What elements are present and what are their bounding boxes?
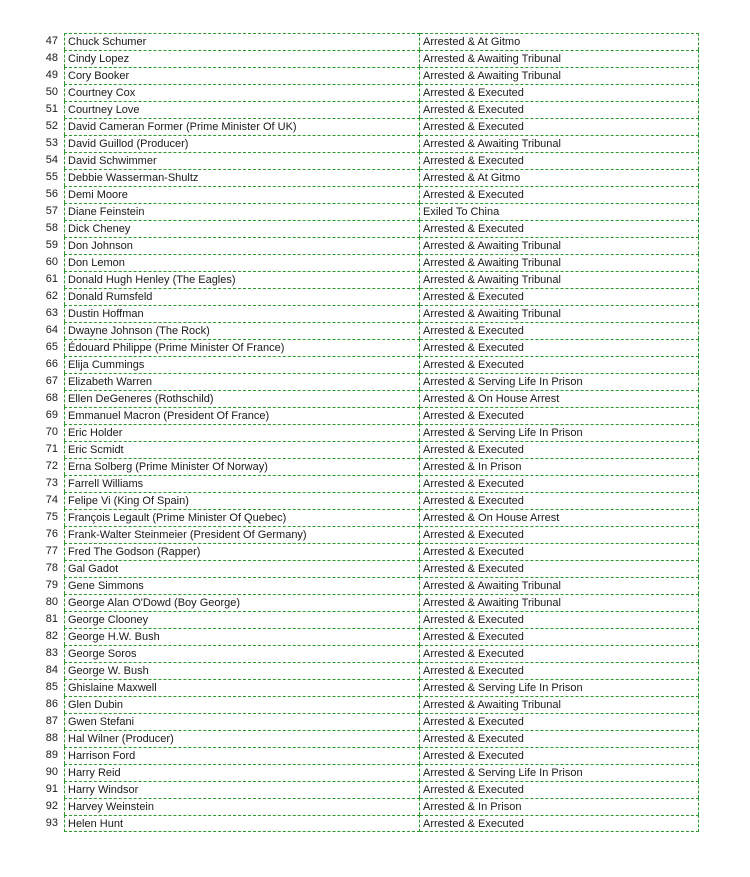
row-number: 90 (45, 766, 58, 778)
name-cell[interactable]: George Alan O'Dowd (Boy George) (64, 594, 420, 611)
name-cell[interactable]: Felipe Vi (King Of Spain) (64, 492, 420, 509)
status-cell[interactable]: Arrested & Executed (420, 84, 699, 101)
status-cell[interactable]: Arrested & Executed (420, 118, 699, 135)
status-cell[interactable]: Arrested & Serving Life In Prison (420, 373, 699, 390)
status-cell[interactable]: Arrested & Serving Life In Prison (420, 679, 699, 696)
row-number: 54 (45, 154, 58, 166)
row-number: 65 (45, 341, 58, 353)
table-row (0, 305, 750, 322)
table-row (0, 237, 750, 254)
spreadsheet-table (0, 33, 750, 832)
table-row (0, 186, 750, 203)
row-number: 58 (45, 222, 58, 234)
row-number: 81 (45, 613, 58, 625)
table-row (0, 526, 750, 543)
status-cell[interactable]: Arrested & Awaiting Tribunal (420, 237, 699, 254)
row-number: 61 (45, 273, 58, 285)
name-cell[interactable]: Courtney Love (64, 101, 420, 118)
name-cell[interactable]: Don Lemon (64, 254, 420, 271)
table-row (0, 322, 750, 339)
status-cell[interactable]: Arrested & In Prison (420, 458, 699, 475)
row-number: 93 (45, 817, 58, 829)
name-cell[interactable]: David Guillod (Producer) (64, 135, 420, 152)
name-cell[interactable]: Ghislaine Maxwell (64, 679, 420, 696)
row-number: 73 (45, 477, 58, 489)
status-cell[interactable]: Arrested & Awaiting Tribunal (420, 577, 699, 594)
table-row (0, 645, 750, 662)
status-cell[interactable]: Arrested & Executed (420, 441, 699, 458)
status-cell[interactable]: Arrested & Executed (420, 662, 699, 679)
row-number: 62 (45, 290, 58, 302)
table-row (0, 135, 750, 152)
name-cell[interactable]: Donald Hugh Henley (The Eagles) (64, 271, 420, 288)
table-row (0, 764, 750, 781)
status-cell[interactable]: Arrested & Serving Life In Prison (420, 764, 699, 781)
table-row (0, 475, 750, 492)
table-row (0, 50, 750, 67)
table-row (0, 492, 750, 509)
row-number: 52 (45, 120, 58, 132)
name-cell[interactable]: Hal Wilner (Producer) (64, 730, 420, 747)
status-cell[interactable]: Arrested & At Gitmo (420, 169, 699, 186)
name-cell[interactable]: George Clooney (64, 611, 420, 628)
name-cell[interactable]: Édouard Philippe (Prime Minister Of France) (64, 339, 420, 356)
status-cell[interactable]: Arrested & Executed (420, 152, 699, 169)
name-cell[interactable]: George W. Bush (64, 662, 420, 679)
name-cell[interactable]: Gal Gadot (64, 560, 420, 577)
row-number: 70 (45, 426, 58, 438)
status-cell[interactable]: Arrested & Executed (420, 815, 699, 832)
name-cell[interactable]: Dwayne Johnson (The Rock) (64, 322, 420, 339)
status-cell[interactable]: Arrested & Executed (420, 713, 699, 730)
status-cell[interactable]: Arrested & Executed (420, 781, 699, 798)
status-cell[interactable]: Arrested & Awaiting Tribunal (420, 271, 699, 288)
status-cell[interactable]: Arrested & Executed (420, 288, 699, 305)
name-cell[interactable]: Elizabeth Warren (64, 373, 420, 390)
status-cell[interactable]: Arrested & In Prison (420, 798, 699, 815)
table-row (0, 730, 750, 747)
table-row (0, 407, 750, 424)
name-cell[interactable]: Harry Windsor (64, 781, 420, 798)
status-cell[interactable]: Arrested & Awaiting Tribunal (420, 254, 699, 271)
status-cell[interactable]: Arrested & Executed (420, 186, 699, 203)
table-row (0, 220, 750, 237)
status-cell[interactable]: Arrested & Executed (420, 492, 699, 509)
name-cell[interactable]: David Cameran Former (Prime Minister Of UK) (64, 118, 420, 135)
row-number: 68 (45, 392, 58, 404)
row-number: 47 (45, 35, 58, 47)
table-row (0, 662, 750, 679)
row-number: 48 (45, 52, 58, 64)
status-cell[interactable]: Arrested & Awaiting Tribunal (420, 50, 699, 67)
status-cell[interactable]: Arrested & On House Arrest (420, 390, 699, 407)
name-cell[interactable]: Helen Hunt (64, 815, 420, 832)
status-cell[interactable]: Exiled To China (420, 203, 699, 220)
status-cell[interactable]: Arrested & Executed (420, 747, 699, 764)
row-number: 71 (45, 443, 58, 455)
status-cell[interactable]: Arrested & Executed (420, 101, 699, 118)
table-row (0, 390, 750, 407)
status-cell[interactable]: Arrested & Serving Life In Prison (420, 424, 699, 441)
row-number: 50 (45, 86, 58, 98)
status-cell[interactable]: Arrested & Awaiting Tribunal (420, 67, 699, 84)
table-row (0, 152, 750, 169)
status-cell[interactable]: Arrested & Awaiting Tribunal (420, 305, 699, 322)
table-row (0, 594, 750, 611)
status-cell[interactable]: Arrested & Executed (420, 475, 699, 492)
name-cell[interactable]: François Legault (Prime Minister Of Quebec) (64, 509, 420, 526)
row-number: 75 (45, 511, 58, 523)
row-number: 85 (45, 681, 58, 693)
name-cell[interactable]: George Soros (64, 645, 420, 662)
table-row (0, 611, 750, 628)
status-cell[interactable]: Arrested & Executed (420, 645, 699, 662)
table-row (0, 798, 750, 815)
name-cell[interactable]: Erna Solberg (Prime Minister Of Norway) (64, 458, 420, 475)
row-number: 74 (45, 494, 58, 506)
name-cell[interactable]: Elija Cummings (64, 356, 420, 373)
table-row (0, 747, 750, 764)
row-number: 67 (45, 375, 58, 387)
name-cell[interactable]: Cindy Lopez (64, 50, 420, 67)
name-cell[interactable]: Gene Simmons (64, 577, 420, 594)
status-cell[interactable]: Arrested & Executed (420, 730, 699, 747)
name-cell[interactable]: Glen Dubin (64, 696, 420, 713)
name-cell[interactable]: Diane Feinstein (64, 203, 420, 220)
table-row (0, 781, 750, 798)
row-number: 66 (45, 358, 58, 370)
row-number: 84 (45, 664, 58, 676)
status-cell[interactable]: Arrested & Awaiting Tribunal (420, 696, 699, 713)
table-row (0, 339, 750, 356)
name-cell[interactable]: Emmanuel Macron (President Of France) (64, 407, 420, 424)
status-cell[interactable]: Arrested & Executed (420, 560, 699, 577)
status-cell[interactable]: Arrested & At Gitmo (420, 33, 699, 50)
row-number: 64 (45, 324, 58, 336)
row-number: 76 (45, 528, 58, 540)
name-cell[interactable]: Ellen DeGeneres (Rothschild) (64, 390, 420, 407)
status-cell[interactable]: Arrested & Executed (420, 220, 699, 237)
table-row (0, 577, 750, 594)
name-cell[interactable]: Cory Booker (64, 67, 420, 84)
row-number: 60 (45, 256, 58, 268)
name-cell[interactable]: Demi Moore (64, 186, 420, 203)
row-number: 53 (45, 137, 58, 149)
row-number: 56 (45, 188, 58, 200)
status-cell[interactable]: Arrested & Executed (420, 356, 699, 373)
table-row (0, 84, 750, 101)
name-cell[interactable]: Harvey Weinstein (64, 798, 420, 815)
row-number: 91 (45, 783, 58, 795)
status-cell[interactable]: Arrested & Awaiting Tribunal (420, 594, 699, 611)
row-number: 57 (45, 205, 58, 217)
name-cell[interactable]: David Schwimmer (64, 152, 420, 169)
name-cell[interactable]: Chuck Schumer (64, 33, 420, 50)
table-row (0, 679, 750, 696)
table-row (0, 509, 750, 526)
row-number: 77 (45, 545, 58, 557)
row-number: 51 (45, 103, 58, 115)
name-cell[interactable]: Eric Scmidt (64, 441, 420, 458)
row-number: 88 (45, 732, 58, 744)
status-cell[interactable]: Arrested & Executed (420, 611, 699, 628)
status-cell[interactable]: Arrested & Executed (420, 322, 699, 339)
table-row (0, 441, 750, 458)
name-cell[interactable]: Donald Rumsfeld (64, 288, 420, 305)
table-row (0, 628, 750, 645)
table-row (0, 458, 750, 475)
table-row (0, 169, 750, 186)
name-cell[interactable]: Courtney Cox (64, 84, 420, 101)
row-number: 82 (45, 630, 58, 642)
row-number: 83 (45, 647, 58, 659)
row-number: 92 (45, 800, 58, 812)
name-cell[interactable]: Fred The Godson (Rapper) (64, 543, 420, 560)
table-row (0, 696, 750, 713)
name-cell[interactable]: Harrison Ford (64, 747, 420, 764)
status-cell[interactable]: Arrested & Executed (420, 339, 699, 356)
row-number: 63 (45, 307, 58, 319)
table-row (0, 543, 750, 560)
name-cell[interactable]: Eric Holder (64, 424, 420, 441)
status-cell[interactable]: Arrested & Executed (420, 628, 699, 645)
row-number: 55 (45, 171, 58, 183)
row-number: 69 (45, 409, 58, 421)
table-row (0, 424, 750, 441)
table-row (0, 288, 750, 305)
name-cell[interactable]: Dustin Hoffman (64, 305, 420, 322)
table-row (0, 67, 750, 84)
status-cell[interactable]: Arrested & Awaiting Tribunal (420, 135, 699, 152)
status-cell[interactable]: Arrested & Executed (420, 526, 699, 543)
name-cell[interactable]: George H.W. Bush (64, 628, 420, 645)
table-row (0, 560, 750, 577)
row-number: 72 (45, 460, 58, 472)
status-cell[interactable]: Arrested & Executed (420, 407, 699, 424)
table-row (0, 254, 750, 271)
name-cell[interactable]: Dick Cheney (64, 220, 420, 237)
name-cell[interactable]: Frank-Walter Steinmeier (President Of Germany) (64, 526, 420, 543)
row-number: 89 (45, 749, 58, 761)
name-cell[interactable]: Gwen Stefani (64, 713, 420, 730)
status-cell[interactable]: Arrested & On House Arrest (420, 509, 699, 526)
row-number: 49 (45, 69, 58, 81)
table-row (0, 373, 750, 390)
row-number: 78 (45, 562, 58, 574)
name-cell[interactable]: Harry Reid (64, 764, 420, 781)
table-row (0, 713, 750, 730)
row-number: 86 (45, 698, 58, 710)
name-cell[interactable]: Don Johnson (64, 237, 420, 254)
table-row (0, 271, 750, 288)
table-row (0, 203, 750, 220)
table-row (0, 118, 750, 135)
row-number: 79 (45, 579, 58, 591)
table-row (0, 33, 750, 50)
table-row (0, 101, 750, 118)
status-cell[interactable]: Arrested & Executed (420, 543, 699, 560)
row-number: 59 (45, 239, 58, 251)
table-row (0, 815, 750, 832)
name-cell[interactable]: Debbie Wasserman-Shultz (64, 169, 420, 186)
name-cell[interactable]: Farrell Williams (64, 475, 420, 492)
table-row (0, 356, 750, 373)
row-number: 87 (45, 715, 58, 727)
row-number: 80 (45, 596, 58, 608)
